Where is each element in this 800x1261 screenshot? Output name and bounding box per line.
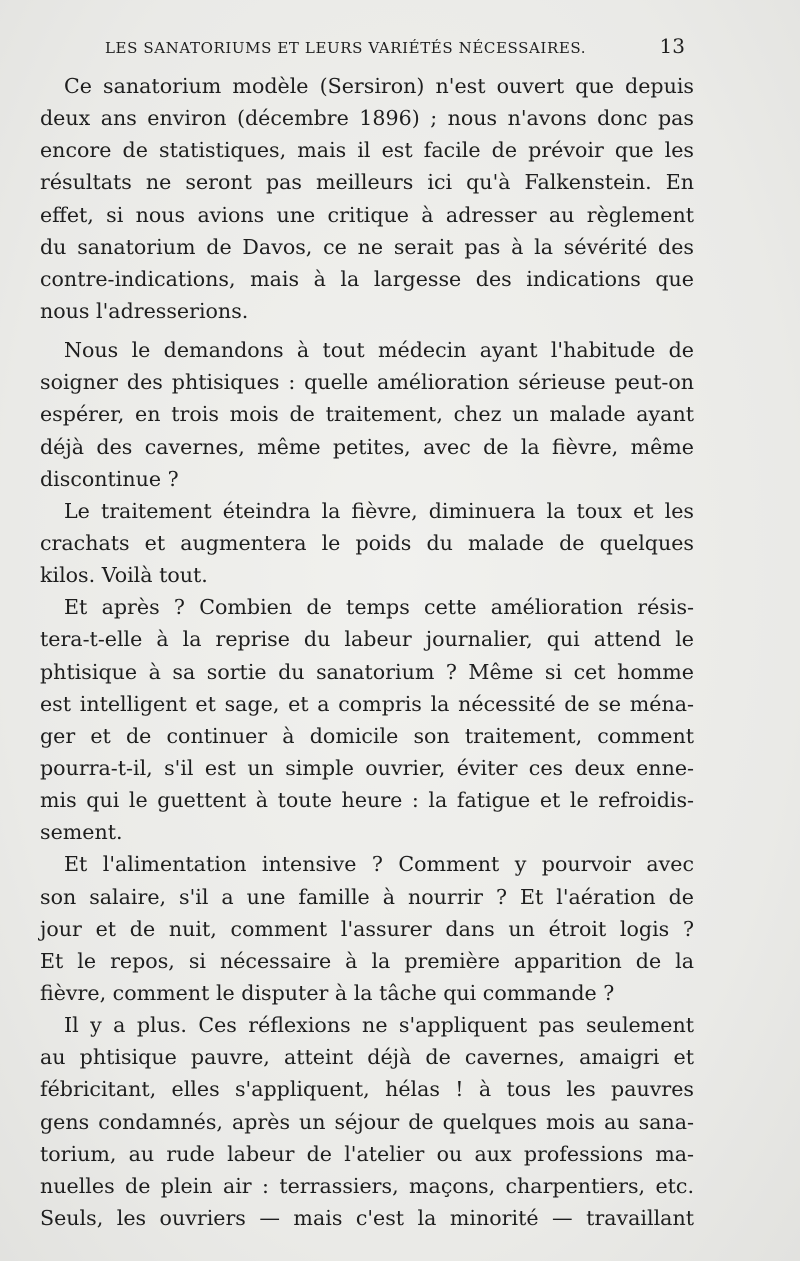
text-line: fébricitant, elles s'appliquent, hélas ! à tous les pauvres	[40, 1077, 694, 1102]
text-line: du sanatorium de Davos, ce ne serait pas à la sévérité des	[40, 234, 694, 259]
text-line: effet, si nous avions une critique à adresser au règlement	[40, 202, 694, 227]
body-text	[40, 70, 694, 1234]
text-line: Il y a plus. Ces réflexions ne s'appliquent pas seulement	[64, 1013, 694, 1038]
text-line: son salaire, s'il a une famille à nourrir ? Et l'aération de	[40, 884, 694, 909]
text-line: est intelligent et sage, et a compris la nécessité de se ména-	[40, 691, 694, 716]
text-line: ger et de continuer à domicile son traitement, comment	[40, 723, 694, 748]
text-line: contre-indications, mais à la largesse des indications que	[40, 266, 694, 291]
text-line: résultats ne seront pas meilleurs ici qu'à Falkenstein. En	[40, 170, 694, 195]
text-line: soigner des phtisiques : quelle amélioration sérieuse peut-on	[40, 370, 694, 395]
text-line: nuelles de plein air : terrassiers, maçons, charpentiers, etc.	[40, 1173, 694, 1198]
text-line: Et l'alimentation intensive ? Comment y pourvoir avec	[64, 852, 694, 877]
text-line: phtisique à sa sortie du sanatorium ? Même si cet homme	[40, 659, 694, 684]
text-line: Et après ? Combien de temps cette amélioration résis-	[64, 595, 694, 620]
text-line: Nous le demandons à tout médecin ayant l'habitude de	[64, 338, 694, 363]
text-line: pourra-t-il, s'il est un simple ouvrier, éviter ces deux enne-	[40, 755, 694, 780]
text-line: torium, au rude labeur de l'atelier ou aux professions ma-	[40, 1141, 694, 1166]
text-line: fièvre, comment le disputer à la tâche qui commande ?	[40, 980, 615, 1005]
page-number: 13	[659, 34, 685, 58]
text-line: déjà des cavernes, même petites, avec de la fièvre, même	[40, 434, 694, 459]
text-line: sement.	[40, 820, 123, 845]
text-line: Ce sanatorium modèle (Sersiron) n'est ouvert que depuis	[64, 74, 694, 98]
text-line: encore de statistiques, mais il est facile de prévoir que les	[40, 138, 694, 163]
text-line: crachats et augmentera le poids du malade de quelques	[40, 530, 694, 555]
text-line: tera-t-elle à la reprise du labeur journalier, qui attend le	[40, 627, 694, 652]
text-line: gens condamnés, après un séjour de quelques mois au sana-	[40, 1109, 694, 1134]
text-line: jour et de nuit, comment l'assurer dans un étroit logis ?	[40, 916, 694, 941]
text-line: mis qui le guettent à toute heure : la fatigue et le refroidis-	[40, 788, 694, 813]
text-line: nous l'adresserions.	[40, 298, 249, 323]
running-header	[105, 34, 685, 58]
text-line: espérer, en trois mois de traitement, chez un malade ayant	[40, 402, 694, 427]
text-line: Et le repos, si nécessaire à la première apparition de la	[40, 948, 694, 973]
text-line: Seuls, les ouvriers — mais c'est la minorité — travaillant	[40, 1205, 694, 1230]
text-line: Le traitement éteindra la fièvre, diminuera la toux et les	[64, 498, 694, 523]
text-line: au phtisique pauvre, atteint déjà de cavernes, amaigri et	[40, 1045, 694, 1070]
text-line: kilos. Voilà tout.	[40, 563, 208, 588]
text-line: deux ans environ (décembre 1896) ; nous n'avons donc pas	[40, 106, 694, 131]
running-title: LES SANATORIUMS ET LEURS VARIÉTÉS NÉCESSAIRES.	[105, 39, 587, 57]
text-line: discontinue ?	[40, 466, 179, 491]
